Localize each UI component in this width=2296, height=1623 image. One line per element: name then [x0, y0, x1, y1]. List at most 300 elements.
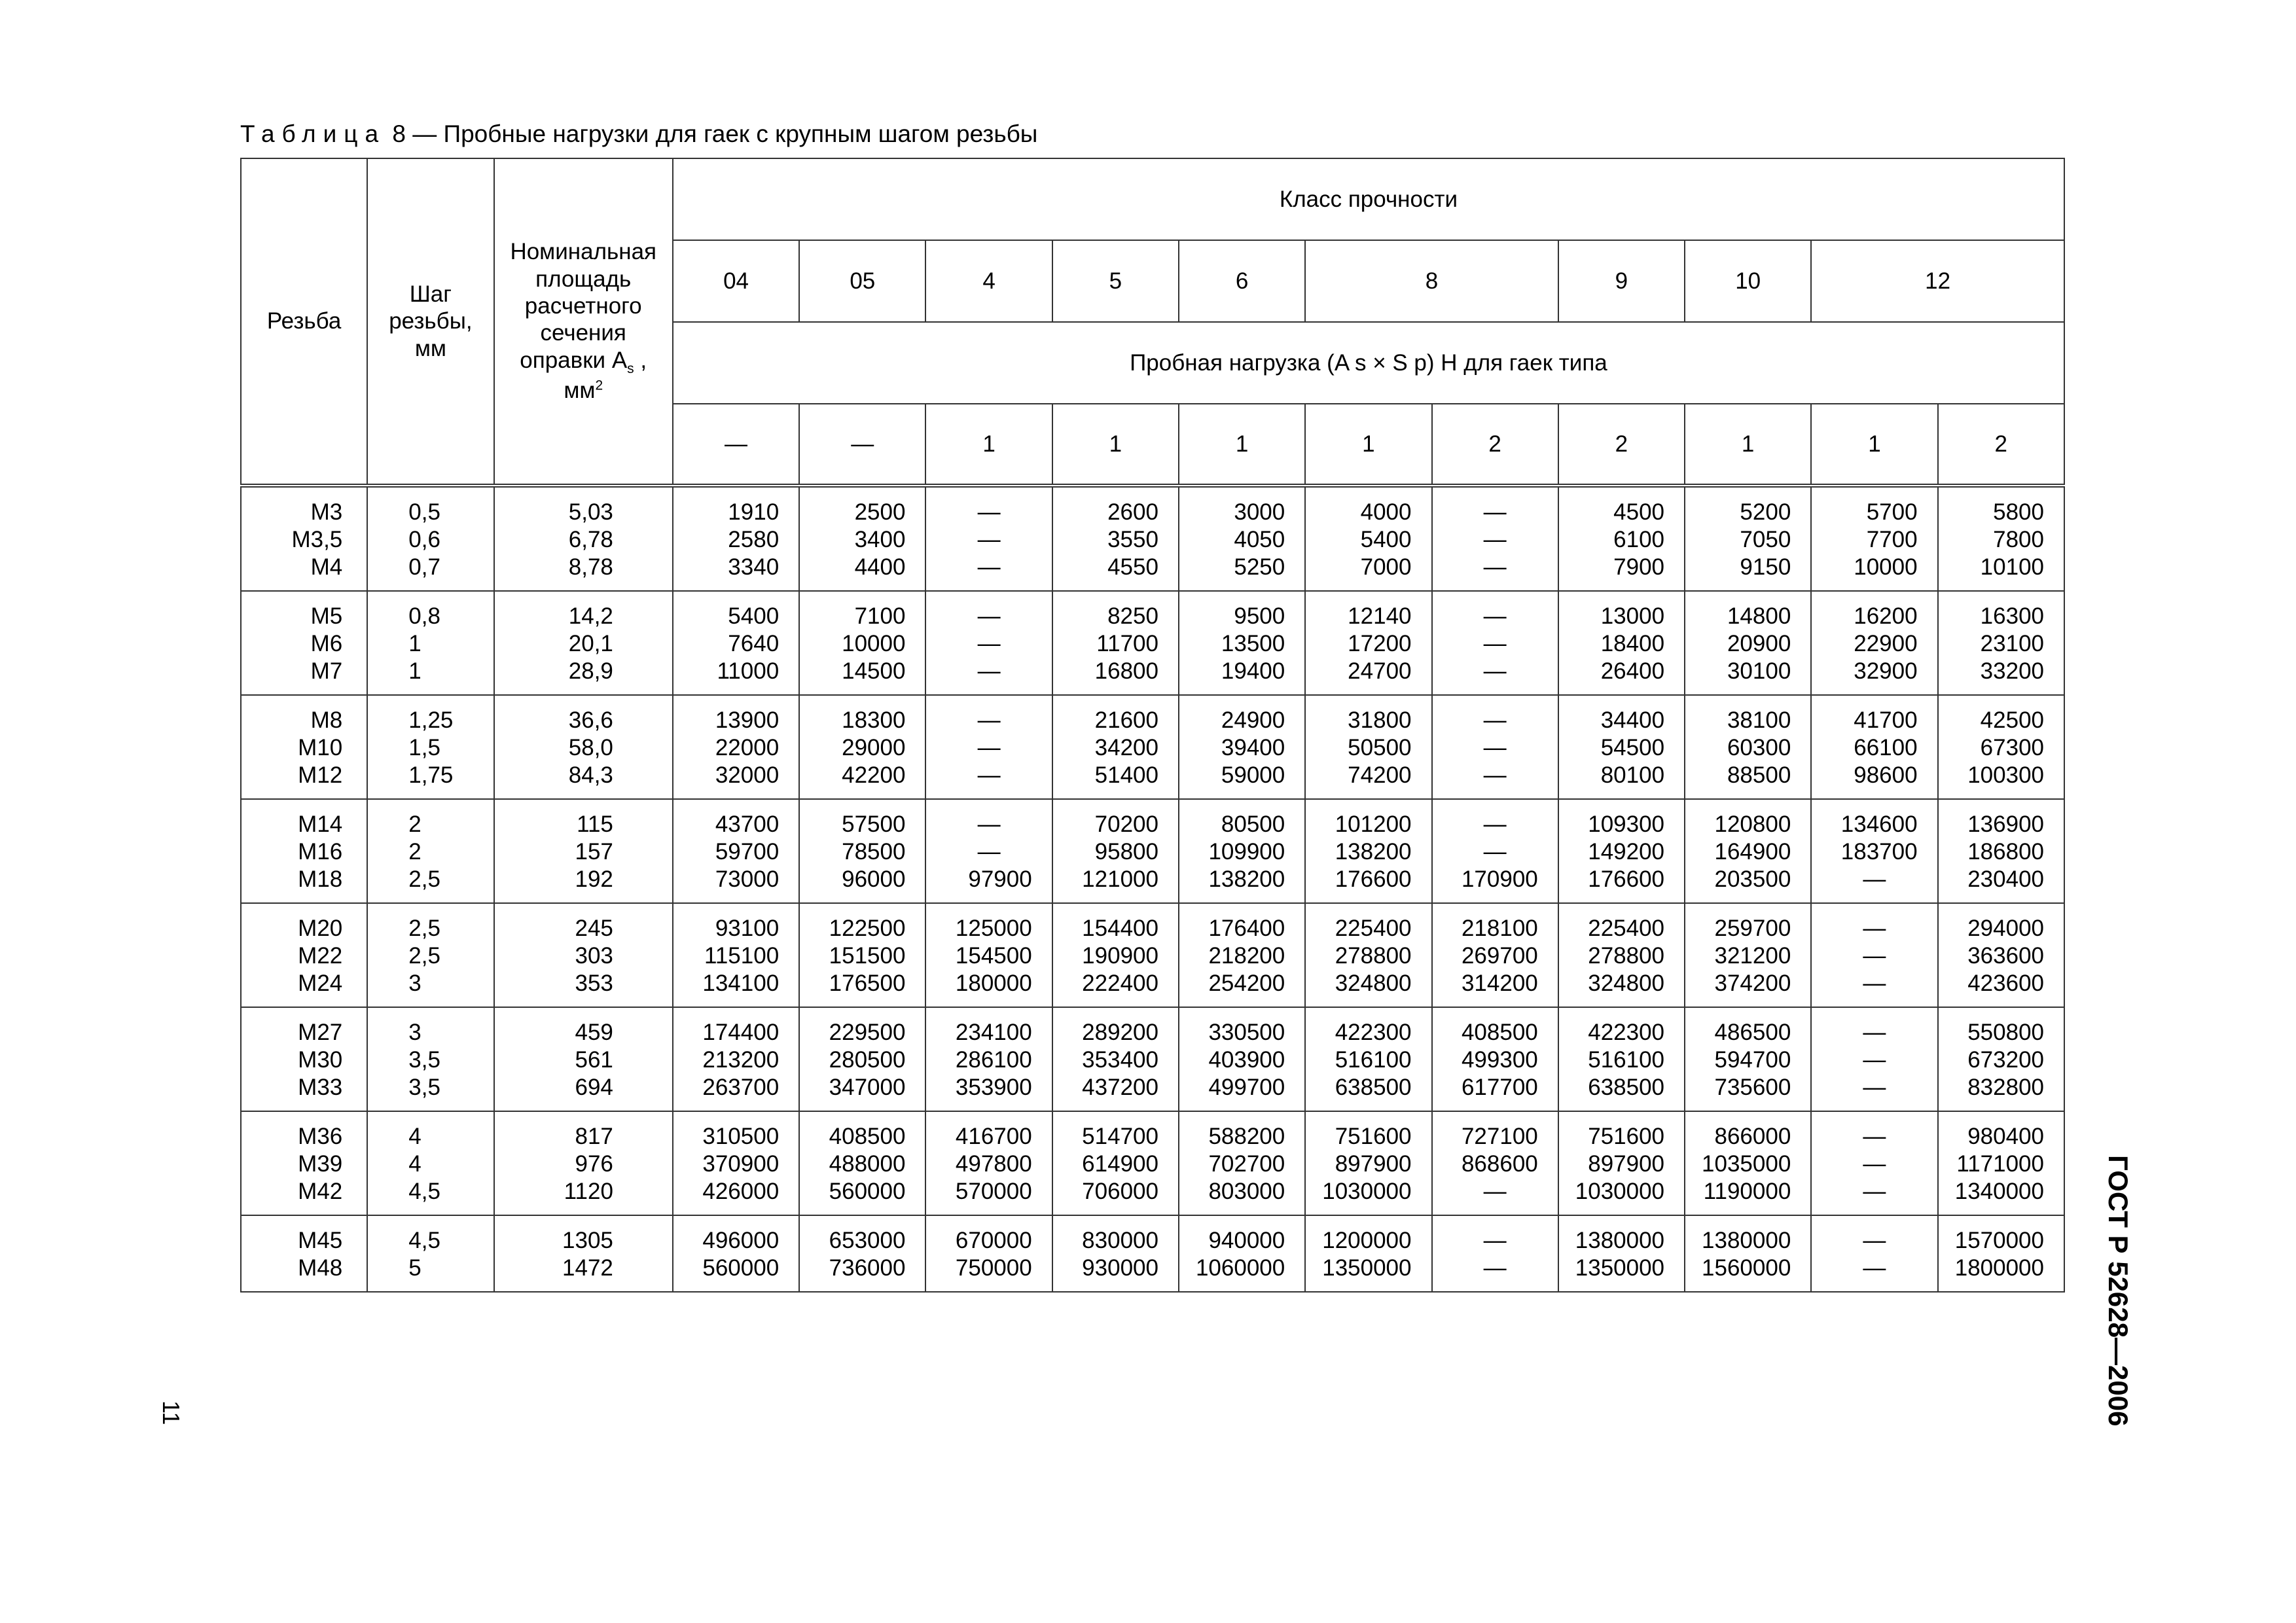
load-value: 617700	[1461, 1075, 1538, 1100]
load-cell	[1052, 1215, 1179, 1292]
table-row-group	[241, 486, 2064, 591]
load-cell	[799, 903, 925, 1007]
area-value: 245	[575, 916, 613, 941]
load-cell	[1558, 1007, 1685, 1111]
load-value: 180000	[955, 971, 1032, 996]
nut-type-cell: —	[673, 404, 799, 486]
load-value: 154400	[1082, 916, 1158, 941]
load-value: 174400	[702, 1020, 780, 1045]
load-value: 588200	[1208, 1124, 1285, 1149]
pitch-value: 1,75	[408, 762, 454, 788]
pitch-value: 3,5	[408, 1047, 440, 1073]
load-value: 5800	[1993, 499, 2044, 525]
nut-type-cell: 1	[1052, 404, 1179, 486]
load-cell	[1938, 695, 2064, 799]
load-value: 100300	[1967, 762, 2044, 788]
threads-value: M22	[298, 943, 343, 969]
pitch-value: 0,5	[408, 499, 440, 525]
threads-value: M3	[310, 499, 343, 525]
load-value: —	[977, 631, 1001, 656]
load-value: 203500	[1714, 866, 1791, 892]
load-cell	[1811, 1215, 1937, 1292]
load-value: 422300	[1588, 1020, 1665, 1045]
load-value: —	[977, 762, 1001, 788]
load-value: —	[1863, 971, 1886, 996]
load-value: 13500	[1221, 631, 1285, 656]
load-cell	[1685, 591, 1811, 695]
load-value: 1035000	[1702, 1151, 1791, 1177]
load-value: 2500	[854, 499, 906, 525]
load-value: —	[1483, 499, 1507, 525]
load-cell	[1432, 486, 1558, 591]
load-value: 78500	[842, 839, 906, 865]
load-value: 9500	[1234, 603, 1285, 629]
load-value: 230400	[1967, 866, 2044, 892]
area-cell	[494, 486, 673, 591]
load-value: 496000	[702, 1228, 780, 1253]
load-cell	[1179, 695, 1305, 799]
load-value: 190900	[1082, 943, 1158, 969]
pitch-value: 4,5	[408, 1228, 440, 1253]
load-value: 101200	[1335, 812, 1412, 837]
pitch-value: 0,7	[408, 554, 440, 580]
load-value: 12140	[1348, 603, 1412, 629]
table-row-group	[241, 1215, 2064, 1292]
table-row-group	[241, 1007, 2064, 1111]
pitch-value: 5	[408, 1255, 422, 1281]
load-value: —	[1863, 916, 1886, 941]
load-cell	[925, 1215, 1052, 1292]
load-cell	[1938, 1111, 2064, 1215]
area-cell	[494, 695, 673, 799]
pitch-value: 4	[408, 1124, 422, 1149]
load-value: 1340000	[1954, 1179, 2044, 1204]
load-value: 324800	[1335, 971, 1412, 996]
load-value: 499700	[1208, 1075, 1285, 1100]
load-cell	[1052, 591, 1179, 695]
load-value: 42200	[842, 762, 906, 788]
load-value: 151500	[829, 943, 906, 969]
load-value: 32000	[715, 762, 780, 788]
load-value: 176600	[1335, 866, 1412, 892]
load-value: 20900	[1727, 631, 1791, 656]
load-value: 18400	[1600, 631, 1665, 656]
load-value: 437200	[1082, 1075, 1158, 1100]
load-cell	[673, 903, 799, 1007]
threads-cell	[241, 1007, 367, 1111]
load-value: 97900	[968, 866, 1032, 892]
strength-class-cell: 04	[673, 240, 799, 322]
load-value: 3550	[1107, 527, 1158, 552]
load-value: —	[1483, 527, 1507, 552]
load-value: 370900	[702, 1151, 780, 1177]
load-value: —	[1863, 1075, 1886, 1100]
load-value: 408500	[1461, 1020, 1538, 1045]
area-cell	[494, 1007, 673, 1111]
load-value: 225400	[1335, 916, 1412, 941]
load-value: 109300	[1588, 812, 1665, 837]
load-value: 570000	[955, 1179, 1032, 1204]
load-cell	[1938, 903, 2064, 1007]
load-value: 33200	[1980, 658, 2044, 684]
load-value: 638500	[1588, 1075, 1665, 1100]
load-value: 830000	[1082, 1228, 1158, 1253]
area-value: 561	[575, 1047, 613, 1073]
area-value: 5,03	[568, 499, 613, 525]
load-value: 16300	[1980, 603, 2044, 629]
threads-value: M3,5	[291, 527, 343, 552]
pitch-value: 2	[408, 839, 422, 865]
load-value: 54500	[1600, 735, 1665, 760]
load-cell	[1052, 1111, 1179, 1215]
area-value: 6,78	[568, 527, 613, 552]
load-value: 26400	[1600, 658, 1665, 684]
pitch-value: 2	[408, 812, 422, 837]
load-value: 3400	[854, 527, 906, 552]
load-cell	[1432, 695, 1558, 799]
area-value: 36,6	[568, 707, 613, 733]
standard-designation: ГОСТ Р 52628—2006	[2103, 1155, 2134, 1427]
load-value: 96000	[842, 866, 906, 892]
nut-type-cell: 1	[1305, 404, 1431, 486]
load-value: 29000	[842, 735, 906, 760]
load-value: 1030000	[1575, 1179, 1665, 1204]
load-value: 154500	[955, 943, 1032, 969]
threads-value: M18	[298, 866, 343, 892]
load-value: 1910	[728, 499, 780, 525]
load-cell	[1305, 799, 1431, 903]
load-value: 560000	[829, 1179, 906, 1204]
load-value: 13000	[1600, 603, 1665, 629]
load-value: 1800000	[1954, 1255, 2044, 1281]
load-value: 516100	[1588, 1047, 1665, 1073]
load-value: 1380000	[1702, 1228, 1791, 1253]
load-cell	[799, 799, 925, 903]
strength-class-cell: 10	[1685, 240, 1811, 322]
load-value: 426000	[702, 1179, 780, 1204]
table-body	[241, 486, 2064, 1292]
pitch-value: 4	[408, 1151, 422, 1177]
load-value: 263700	[702, 1075, 780, 1100]
load-cell	[1685, 695, 1811, 799]
load-cell	[1811, 1007, 1937, 1111]
load-value: 280500	[829, 1047, 906, 1073]
load-value: 702700	[1208, 1151, 1285, 1177]
load-value: 59700	[715, 839, 780, 865]
load-value: 13900	[715, 707, 780, 733]
load-value: 7050	[1740, 527, 1791, 552]
load-value: 4550	[1107, 554, 1158, 580]
threads-value: M20	[298, 916, 343, 941]
load-cell	[1558, 903, 1685, 1007]
area-cell	[494, 903, 673, 1007]
pitch-value: 1	[408, 658, 422, 684]
nut-type-cell: 2	[1432, 404, 1558, 486]
load-value: 39400	[1221, 735, 1285, 760]
load-value: 41700	[1854, 707, 1918, 733]
load-value: —	[1483, 839, 1507, 865]
load-cell	[1811, 1111, 1937, 1215]
load-cell	[1685, 1111, 1811, 1215]
load-cell	[925, 799, 1052, 903]
load-cell	[1432, 591, 1558, 695]
load-value: —	[1483, 762, 1507, 788]
area-value: 459	[575, 1020, 613, 1045]
load-value: 134100	[702, 971, 780, 996]
load-value: 50500	[1348, 735, 1412, 760]
load-value: —	[977, 499, 1001, 525]
load-value: 136900	[1967, 812, 2044, 837]
load-value: 832800	[1967, 1075, 2044, 1100]
load-value: 176500	[829, 971, 906, 996]
load-value: 24700	[1348, 658, 1412, 684]
load-cell	[1811, 591, 1937, 695]
load-value: 80100	[1600, 762, 1665, 788]
load-value: 10100	[1980, 554, 2044, 580]
load-value: 93100	[715, 916, 780, 941]
load-value: 330500	[1208, 1020, 1285, 1045]
pitch-value: 2,5	[408, 943, 440, 969]
load-value: 897900	[1588, 1151, 1665, 1177]
pitch-cell	[367, 1007, 493, 1111]
load-value: 7800	[1993, 527, 2044, 552]
load-value: 2580	[728, 527, 780, 552]
load-value: —	[1863, 866, 1886, 892]
load-value: 289200	[1082, 1020, 1158, 1045]
load-value: 706000	[1082, 1179, 1158, 1204]
load-cell	[1811, 695, 1937, 799]
load-value: 67300	[1980, 735, 2044, 760]
load-value: 218100	[1461, 916, 1538, 941]
load-value: 751600	[1335, 1124, 1412, 1149]
area-value: 28,9	[568, 658, 613, 684]
load-cell	[1811, 799, 1937, 903]
load-value: 4050	[1234, 527, 1285, 552]
load-value: —	[1863, 1255, 1886, 1281]
table-caption-text: 8 — Пробные нагрузки для гаек с крупным шагом резьбы	[386, 120, 1038, 147]
load-value: 1200000	[1322, 1228, 1412, 1253]
pitch-value: 3	[408, 1020, 422, 1045]
load-value: 122500	[829, 916, 906, 941]
threads-value: M48	[298, 1255, 343, 1281]
load-value: 321200	[1714, 943, 1791, 969]
pitch-value: 3	[408, 971, 422, 996]
load-cell	[1558, 799, 1685, 903]
threads-cell	[241, 903, 367, 1007]
nut-type-cell: 1	[1179, 404, 1305, 486]
load-value: 7000	[1360, 554, 1412, 580]
area-value: 303	[575, 943, 613, 969]
load-cell	[799, 1215, 925, 1292]
pitch-value: 1,5	[408, 735, 440, 760]
load-cell	[1052, 903, 1179, 1007]
threads-cell	[241, 591, 367, 695]
threads-value: M45	[298, 1228, 343, 1253]
load-cell	[1685, 1007, 1811, 1111]
load-value: 95800	[1094, 839, 1158, 865]
pitch-cell	[367, 903, 493, 1007]
load-cell	[1938, 1215, 2064, 1292]
threads-value: M5	[310, 603, 343, 629]
load-cell	[673, 695, 799, 799]
load-value: 751600	[1588, 1124, 1665, 1149]
load-value: 868600	[1461, 1151, 1538, 1177]
load-value: 670000	[955, 1228, 1032, 1253]
load-cell	[673, 1215, 799, 1292]
load-value: 98600	[1854, 762, 1918, 788]
area-cell	[494, 799, 673, 903]
load-value: 980400	[1967, 1124, 2044, 1149]
load-value: —	[977, 735, 1001, 760]
load-value: 278800	[1588, 943, 1665, 969]
load-value: 614900	[1082, 1151, 1158, 1177]
pitch-cell	[367, 799, 493, 903]
load-value: 353400	[1082, 1047, 1158, 1073]
threads-value: M14	[298, 812, 343, 837]
load-value: 80500	[1221, 812, 1285, 837]
nut-type-cell: 2	[1558, 404, 1685, 486]
load-cell	[1305, 591, 1431, 695]
load-value: 416700	[955, 1124, 1032, 1149]
threads-value: M42	[298, 1179, 343, 1204]
load-value: 164900	[1714, 839, 1791, 865]
strength-class-cell: 12	[1811, 240, 2064, 322]
load-value: 897900	[1335, 1151, 1412, 1177]
load-cell	[1432, 1111, 1558, 1215]
load-value: 183700	[1840, 839, 1918, 865]
load-cell	[1052, 695, 1179, 799]
load-value: 10000	[1854, 554, 1918, 580]
load-value: 170900	[1461, 866, 1538, 892]
load-value: 9150	[1740, 554, 1791, 580]
load-value: 3340	[728, 554, 780, 580]
load-value: 14800	[1727, 603, 1791, 629]
load-value: 347000	[829, 1075, 906, 1100]
load-value: 24900	[1221, 707, 1285, 733]
load-cell	[1179, 1007, 1305, 1111]
load-cell	[1432, 1215, 1558, 1292]
pitch-value: 2,5	[408, 866, 440, 892]
load-value: 314200	[1461, 971, 1538, 996]
load-value: 259700	[1714, 916, 1791, 941]
load-value: 1350000	[1575, 1255, 1665, 1281]
load-value: —	[1863, 1047, 1886, 1073]
header-area-sub: s	[627, 361, 634, 376]
header-pitch: Шаг резьбы, мм	[367, 158, 493, 486]
load-value: 213200	[702, 1047, 780, 1073]
load-value: 16200	[1854, 603, 1918, 629]
pitch-cell	[367, 591, 493, 695]
load-value: —	[1483, 1228, 1507, 1253]
load-value: 408500	[829, 1124, 906, 1149]
strength-class-cell: 9	[1558, 240, 1685, 322]
load-value: 1560000	[1702, 1255, 1791, 1281]
load-value: —	[977, 812, 1001, 837]
load-value: 51400	[1094, 762, 1158, 788]
load-value: 31800	[1348, 707, 1412, 733]
load-value: 115100	[704, 943, 780, 969]
pitch-value: 4,5	[408, 1179, 440, 1204]
nut-type-cell: 1	[925, 404, 1052, 486]
load-value: —	[1863, 1151, 1886, 1177]
load-cell	[673, 799, 799, 903]
area-value: 976	[575, 1151, 613, 1177]
load-value: 23100	[1980, 631, 2044, 656]
area-value: 20,1	[568, 631, 613, 656]
load-value: 5700	[1866, 499, 1918, 525]
load-value: 225400	[1588, 916, 1665, 941]
load-value: 516100	[1335, 1047, 1412, 1073]
load-cell	[925, 903, 1052, 1007]
load-value: 22900	[1854, 631, 1918, 656]
load-value: 7640	[728, 631, 780, 656]
area-cell	[494, 1111, 673, 1215]
load-cell	[799, 695, 925, 799]
load-value: 18300	[842, 707, 906, 733]
area-value: 8,78	[568, 554, 613, 580]
load-value: 499300	[1461, 1047, 1538, 1073]
load-value: 10000	[842, 631, 906, 656]
pitch-cell	[367, 1111, 493, 1215]
load-value: 4500	[1613, 499, 1665, 525]
load-value: 353900	[955, 1075, 1032, 1100]
load-value: 34200	[1094, 735, 1158, 760]
load-cell	[1558, 1111, 1685, 1215]
table-row-group	[241, 591, 2064, 695]
load-value: —	[1483, 707, 1507, 733]
nut-type-cell: 2	[1938, 404, 2064, 486]
load-value: 4400	[854, 554, 906, 580]
load-value: 1030000	[1322, 1179, 1412, 1204]
load-value: 125000	[955, 916, 1032, 941]
load-value: 88500	[1727, 762, 1791, 788]
load-value: 17200	[1348, 631, 1412, 656]
load-value: 138200	[1335, 839, 1412, 865]
load-cell	[1052, 799, 1179, 903]
load-cell	[1685, 799, 1811, 903]
load-value: 422300	[1335, 1020, 1412, 1045]
load-cell	[1305, 695, 1431, 799]
area-value: 1305	[562, 1228, 613, 1253]
header-area-tail: ,	[634, 347, 647, 373]
threads-value: M4	[310, 554, 343, 580]
load-value: —	[1483, 658, 1507, 684]
load-value: 11000	[717, 658, 780, 684]
threads-value: M33	[298, 1075, 343, 1100]
load-value: 16800	[1094, 658, 1158, 684]
load-value: 497800	[955, 1151, 1032, 1177]
load-value: 1380000	[1575, 1228, 1665, 1253]
load-value: 560000	[702, 1255, 780, 1281]
threads-value: M10	[298, 735, 343, 760]
load-value: —	[1483, 1179, 1507, 1204]
load-value: 4000	[1360, 499, 1412, 525]
load-value: 70200	[1094, 812, 1158, 837]
load-cell	[1432, 799, 1558, 903]
load-value: —	[1863, 943, 1886, 969]
pitch-value: 2,5	[408, 916, 440, 941]
area-value: 1472	[562, 1255, 613, 1281]
load-value: 38100	[1727, 707, 1791, 733]
load-cell	[1052, 486, 1179, 591]
load-value: —	[1483, 554, 1507, 580]
load-value: 186800	[1967, 839, 2044, 865]
load-value: 74200	[1348, 762, 1412, 788]
load-value: 1060000	[1195, 1255, 1285, 1281]
load-value: —	[1863, 1020, 1886, 1045]
table-caption	[240, 122, 1037, 146]
load-cell	[925, 486, 1052, 591]
